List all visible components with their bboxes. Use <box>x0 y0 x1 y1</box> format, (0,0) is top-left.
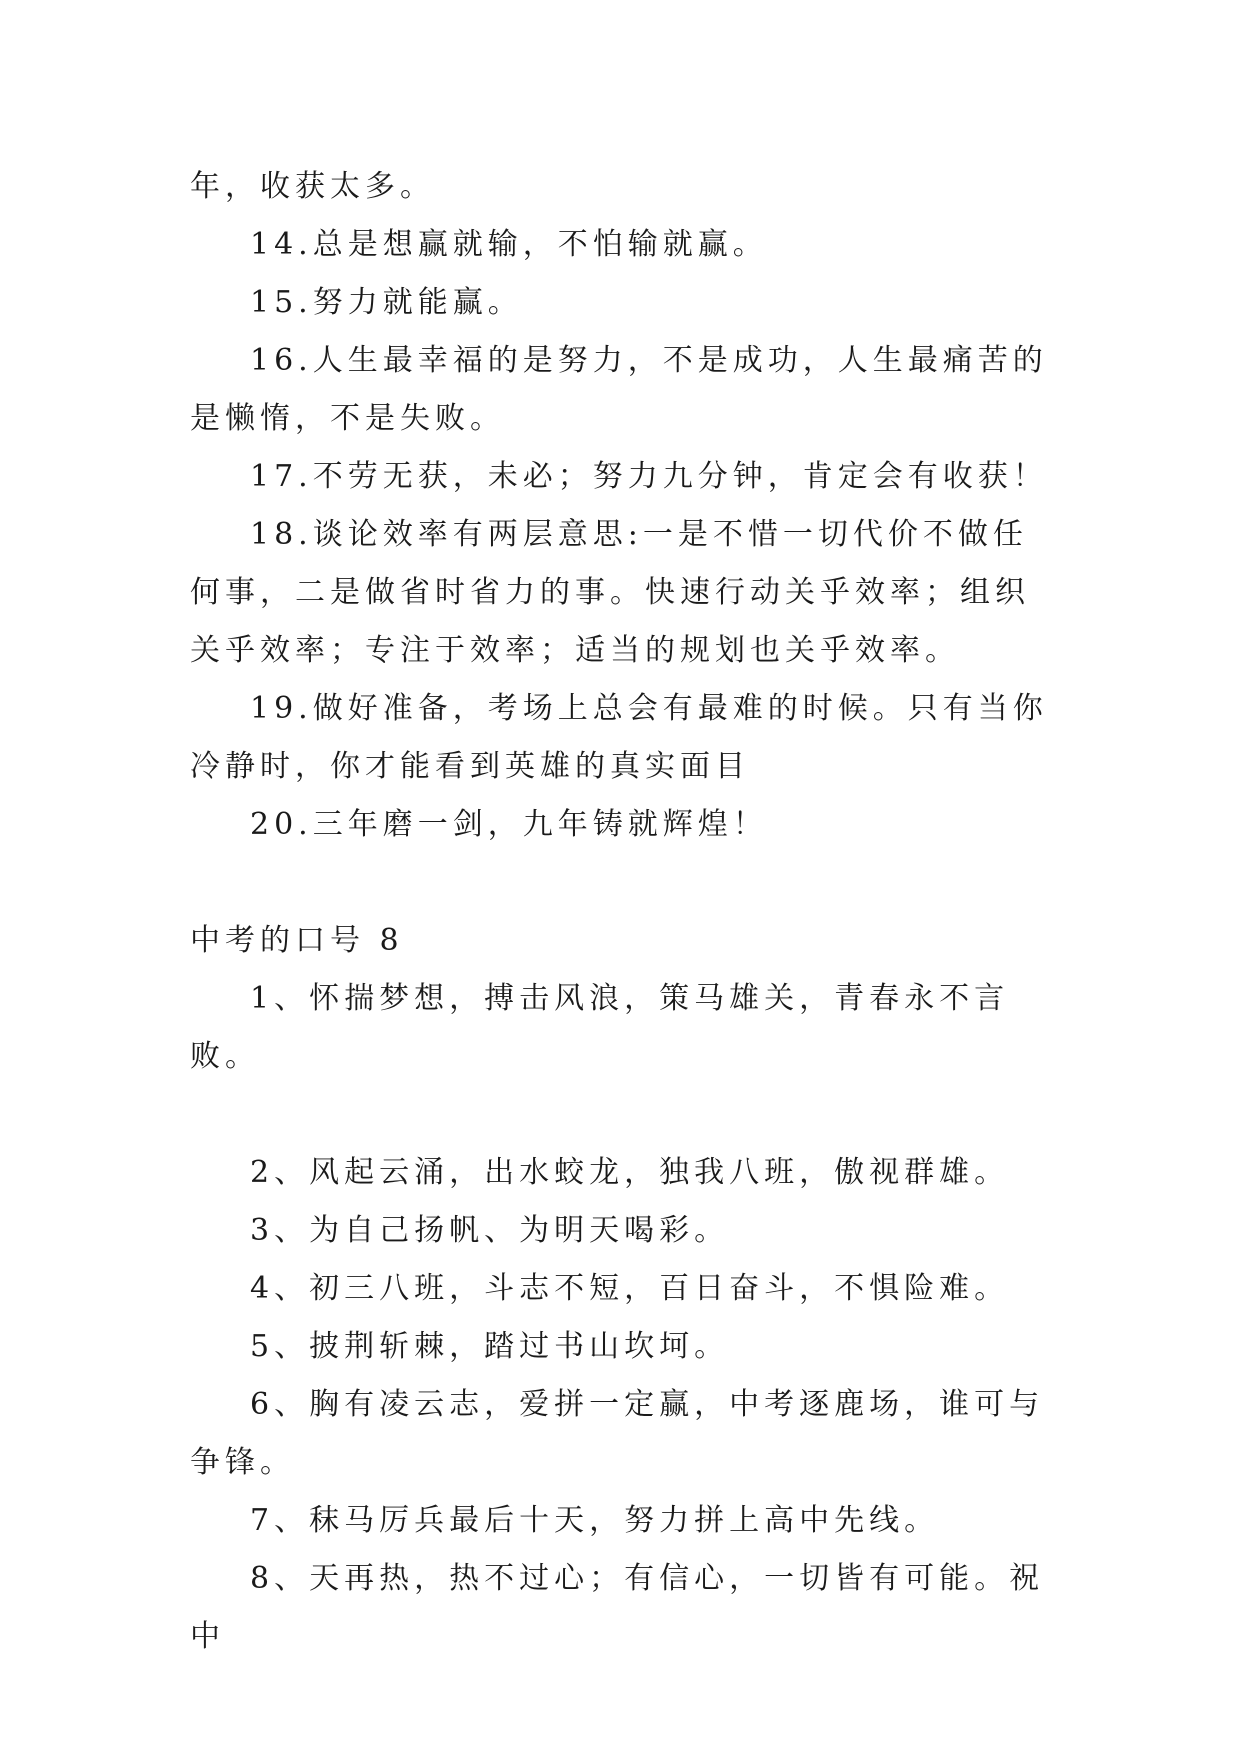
spacer <box>190 1086 1050 1144</box>
slogan-18: 18.谈论效率有两层意思:一是不惜一切代价不做任何事，二是做省时省力的事。快速行动关乎效率；组织关乎效率；专注于效率；适当的规划也关乎效率。 <box>190 517 1030 668</box>
slogan-20: 20.三年磨一剑，九年铸就辉煌！ <box>250 807 768 842</box>
section-slogan-2: 2、风起云涌，出水蛟龙，独我八班，傲视群雄。 <box>250 1155 1010 1190</box>
section-slogan-7: 7、秣马厉兵最后十天，努力拼上高中先线。 <box>250 1503 940 1538</box>
section-slogan-4: 4、初三八班，斗志不短，百日奋斗，不惧险难。 <box>250 1271 1010 1306</box>
slogan-14: 14.总是想赢就输，不怕输就赢。 <box>250 227 768 262</box>
section-slogan-1: 1、怀揣梦想，搏击风浪，策马雄关，青春永不言败。 <box>190 981 1010 1074</box>
document-body <box>190 158 1050 1666</box>
slogan-15: 15.努力就能赢。 <box>250 285 523 320</box>
section-slogan-5: 5、披荆斩棘，踏过书山坎坷。 <box>250 1329 730 1364</box>
paragraph-continuation: 年，收获太多。 <box>190 169 435 204</box>
slogan-19: 19.做好准备，考场上总会有最难的时候。只有当你冷静时，你才能看到英雄的真实面目 <box>190 691 1048 784</box>
section-heading: 中考的口号 8 <box>190 923 404 958</box>
section-slogan-8: 8、天再热，热不过心；有信心，一切皆有可能。祝中 <box>190 1561 1045 1654</box>
section-slogan-3: 3、为自己扬帆、为明天喝彩。 <box>250 1213 730 1248</box>
section-slogan-6: 6、胸有凌云志，爱拼一定赢，中考逐鹿场，谁可与争锋。 <box>190 1387 1045 1480</box>
spacer <box>190 854 1050 912</box>
slogan-16: 16.人生最幸福的是努力，不是成功，人生最痛苦的是懒惰，不是失败。 <box>190 343 1048 436</box>
slogan-17: 17.不劳无获，未必；努力九分钟，肯定会有收获！ <box>250 459 1048 494</box>
